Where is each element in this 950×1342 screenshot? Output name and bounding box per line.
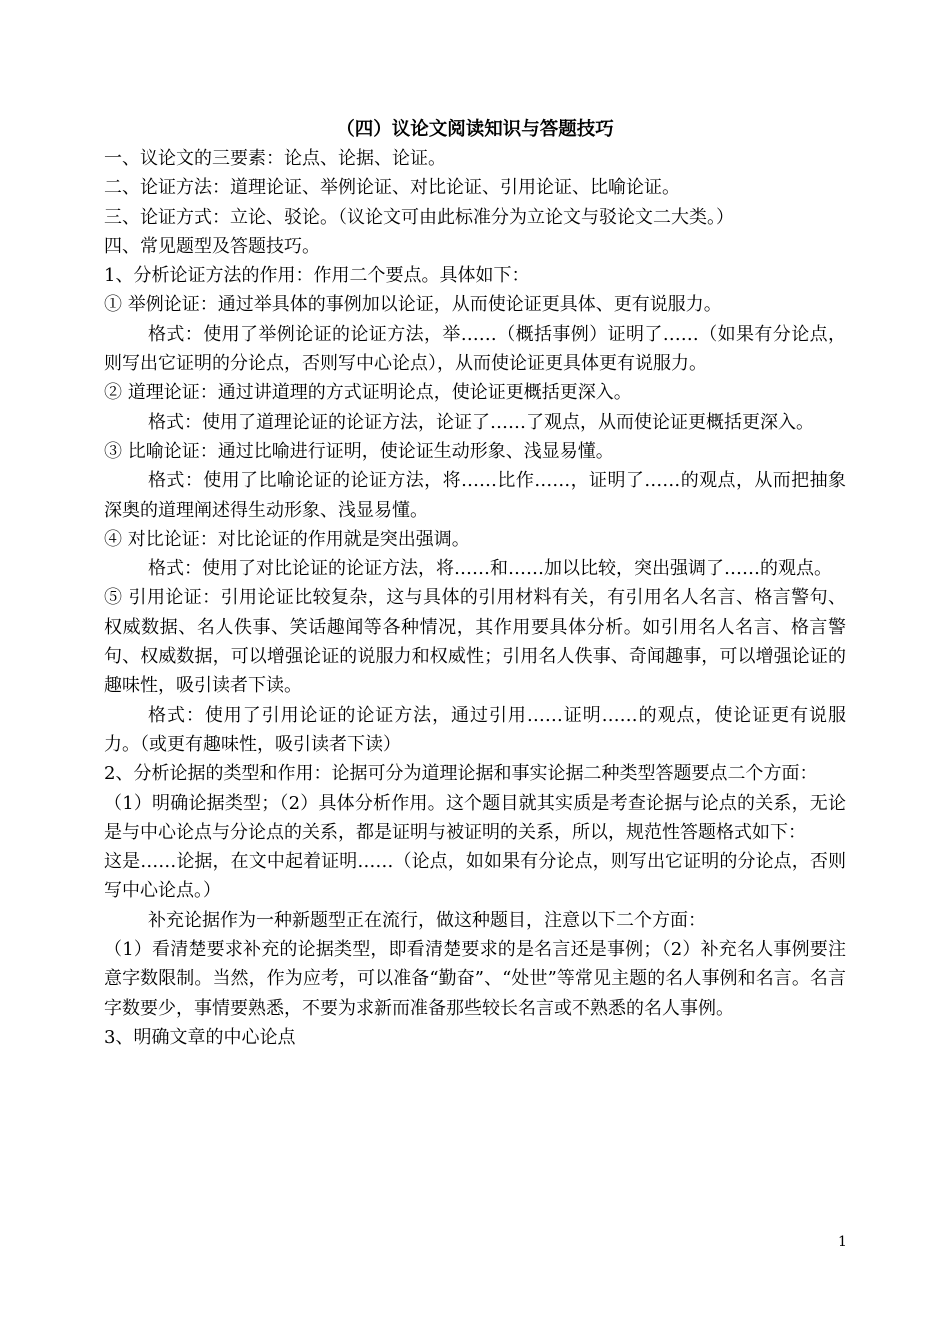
section-heading-1: 1、分析论证方法的作用：作用二个要点。具体如下： [104, 265, 530, 287]
paragraph-supplement-details: （1）看清楚要求补充的论据类型，即看清楚要求的是名言还是事例；（2）补充名人事例要注意字数限制。当然，作为应考，可以准备“勤奋”、“处世”等常见主题的名人事例和名言。名言字数要少，事情要熟悉，不要为求新而准备那些较长名言或不熟悉的名人事例。 [104, 939, 846, 1019]
paragraph-evidence-format: 这是……论据，在文中起着证明……（论点，如如果有分论点，则写出它证明的分论点，否则写中心论点。） [104, 851, 846, 902]
item-contrast-argument: ④ 对比论证：对比论证的作用就是突出强调。 [104, 528, 470, 550]
item-reasoning-argument: ② 道理论证：通过讲道理的方式证明论点，使论证更概括更深入。 [104, 382, 632, 404]
item-quotation-argument: ⑤ 引用论证：引用论证比较复杂，这与具体的引用材料有关，有引用名人名言、格言警句、权威数据、名人佚事、笑话趣闻等各种情况，其作用要具体分析。如引用名人名言、格言警句、权威数据，可以增强论证的说服力和权威性；引用名人佚事、奇闻趣事，可以增强论证的趣味性，吸引读者下读。 [104, 587, 846, 697]
item-example-argument: ① 举例论证：通过举具体的事例加以论证，从而使论证更具体、更有说服力。 [104, 294, 722, 316]
document-title: （四）议论文阅读知识与答题技巧 [336, 119, 614, 140]
paragraph-argument-methods: 二、论证方法：道理论证、举例论证、对比论证、引用论证、比喻论证。 [104, 177, 680, 199]
format-quotation-argument: 格式：使用了引用论证的论证方法，通过引用……证明……的观点，使论证更有说服力。（或更有趣味性，吸引读者下读） [104, 704, 846, 755]
paragraph-three-elements: 一、议论文的三要素：论点、论据、论证。 [104, 148, 446, 169]
paragraph-question-types: 四、常见题型及答题技巧。 [104, 235, 320, 257]
format-metaphor-argument: 格式：使用了比喻论证的论证方法，将……比作……，证明了……的观点，从而把抽象深奥的道理阐述得生动形象、浅显易懂。 [104, 470, 846, 521]
format-example-argument: 格式：使用了举例论证的论证方法，举……（概括事例）证明了……（如果有分论点，则写出它证明的分论点，否则写中心论点），从而使论证更具体更有说服力。 [104, 323, 846, 375]
paragraph-evidence-analysis: （1）明确论据类型；（2）具体分析作用。这个题目就其实质是考查论据与论点的关系，无论是与中心论点与分论点的关系，都是证明与被证明的关系，所以，规范性答题格式如下： [104, 792, 846, 843]
document-body [104, 144, 846, 1052]
section-heading-3: 3、明确文章的中心论点 [104, 1026, 296, 1048]
item-metaphor-argument: ③ 比喻论证：通过比喻进行证明，使论证生动形象、浅显易懂。 [104, 440, 614, 462]
format-contrast-argument: 格式：使用了对比论证的论证方法，将……和……加以比较，突出强调了……的观点。 [148, 558, 832, 580]
section-heading-2: 2、分析论据的类型和作用：论据可分为道理论据和事实论据二种类型答题要点二个方面： [104, 763, 818, 785]
paragraph-supplement-intro: 补充论据作为一种新题型正在流行，做这种题目，注意以下二个方面： [148, 909, 706, 931]
paragraph-argument-modes: 三、论证方式：立论、驳论。（议论文可由此标准分为立论文与驳论文二大类。） [104, 206, 734, 228]
format-reasoning-argument: 格式：使用了道理论证的论证方法，论证了……了观点，从而使论证更概括更深入。 [148, 411, 814, 433]
page-number: 1 [838, 1234, 847, 1250]
